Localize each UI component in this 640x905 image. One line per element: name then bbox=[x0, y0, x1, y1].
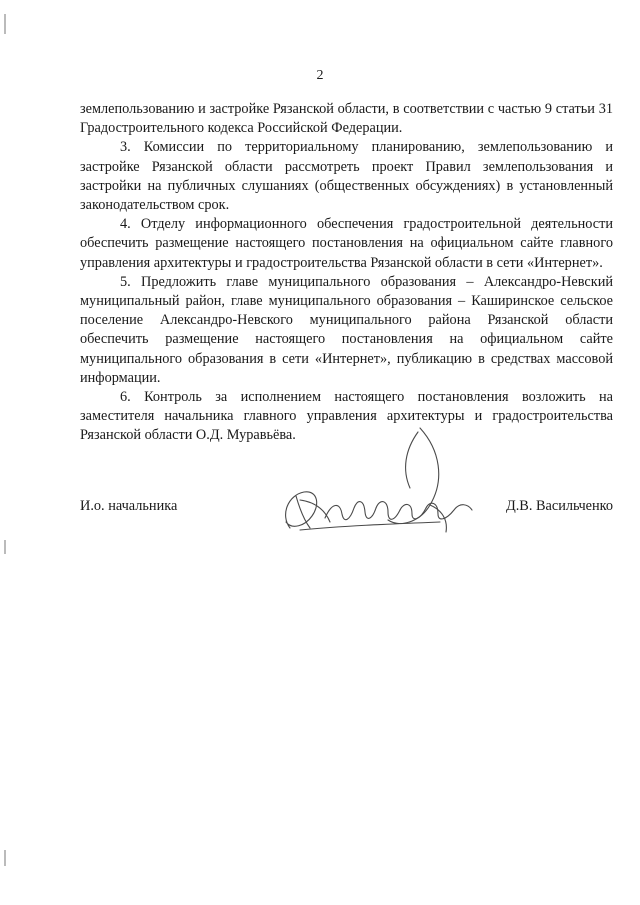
signatory-name: Д.В. Васильченко bbox=[505, 498, 613, 514]
document-body bbox=[80, 100, 613, 446]
paragraph-item-5: 5. Предложить главе муниципального образования – Александро-Невский муниципальный район, главе муниципального образования – Каширинское сельское поселение Александро-Невского муниципального района Рязанской области обеспечить размещение настоящего постановления на официальном сайте муниципального образования в сети «Интернет», публикацию в средствах массовой информации. bbox=[80, 273, 613, 386]
handwritten-signature bbox=[270, 410, 480, 550]
paragraph-item-3: 3. Комиссии по территориальному планированию, землепользованию и застройке Рязанской области рассмотреть проект Правил землепользования и застройки на публичных слушаниях (общественных обсуждениях) в установленный законодательством срок. bbox=[80, 139, 613, 214]
scan-edge-mark bbox=[4, 540, 6, 554]
paragraph-continuation: землепользованию и застройке Рязанской области, в соответствии с частью 9 статьи 31 Градостроительного кодекса Российской Федерации. bbox=[80, 101, 613, 137]
scan-edge-mark bbox=[4, 850, 6, 866]
page-number: 2 bbox=[316, 68, 324, 83]
paragraph-item-6: 6. Контроль за исполнением настоящего постановления возложить на заместителя начальника главного управления архитектуры и градостроительства Рязанской области О.Д. Муравьёва. bbox=[80, 389, 613, 444]
scan-edge-mark bbox=[4, 14, 6, 34]
paragraph-item-4: 4. Отделу информационного обеспечения градостроительной деятельности обеспечить размещение настоящего постановления на официальном сайте главного управления архитектуры и градостроительства Рязанской области в сети «Интернет». bbox=[80, 216, 613, 271]
signature-block bbox=[80, 497, 613, 521]
signatory-title: И.о. начальника bbox=[80, 498, 178, 514]
